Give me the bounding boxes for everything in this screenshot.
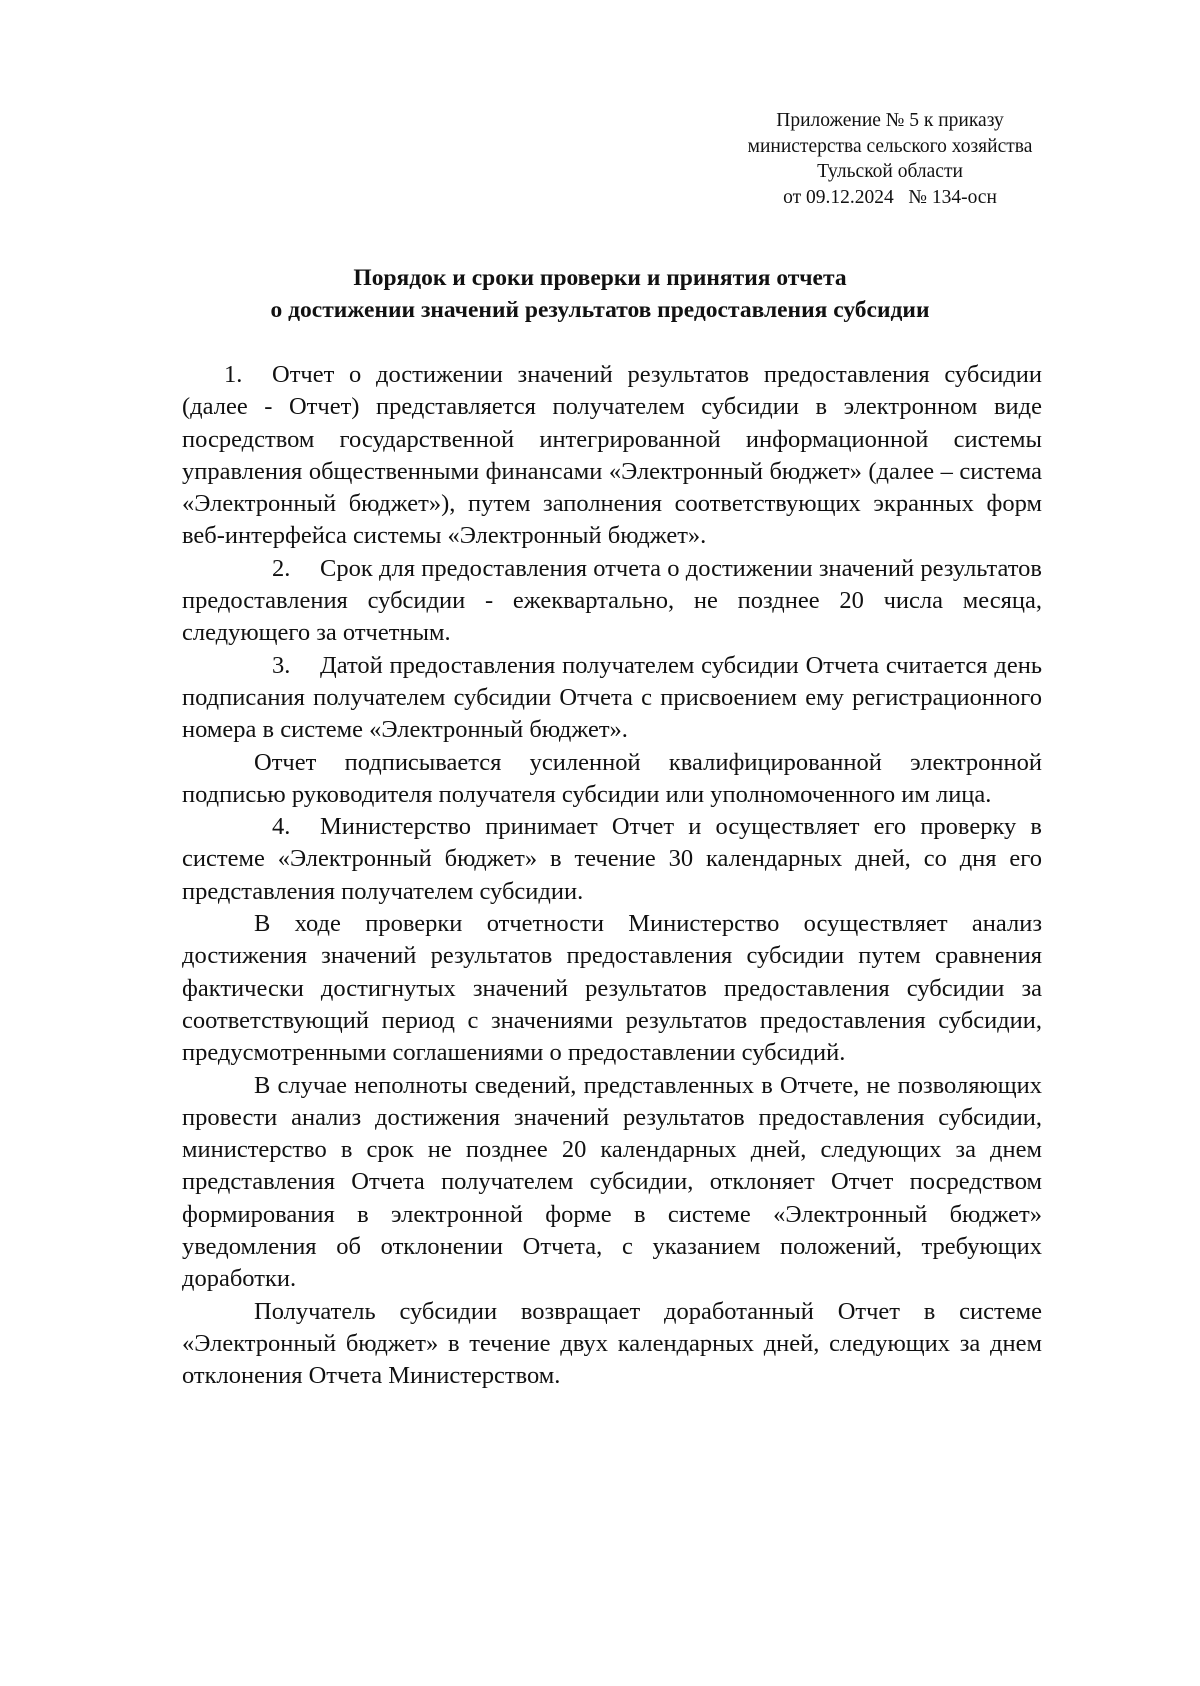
paragraph-resubmission: Получатель субсидии возвращает доработанный Отчет в системе «Электронный бюджет» в течение двух календарных дней, следующих за днем отклонения Отчета Министерством. [182,1297,1042,1390]
header-line-1: Приложение № 5 к приказу [776,110,1004,131]
paragraph-4 [182,811,1042,908]
header-line-2: министерства сельского хозяйства [747,135,1033,157]
appendix-header [690,108,1090,210]
paragraph-3-number: 3. [272,651,291,679]
paragraph-3 [182,650,1042,747]
paragraph-3-signature: Отчет подписывается усиленной квалифицированной электронной подписью руководителя получателя субсидии или уполномоченного им лица. [182,748,1042,808]
paragraph-4-text: Министерство принимает Отчет и осуществляет его проверку в системе «Электронный бюджет» в течение 30 календарных дней, со дня его представления получателем субсидии. [182,813,1042,905]
title-line-1: Порядок и сроки проверки и принятия отчета [353,265,847,291]
paragraph-analysis: В ходе проверки отчетности Министерство осуществляет анализ достижения значений результатов предоставления субсидии путем сравнения фактически достигнутых значений результатов предоставления субсидии за соответствующий период с значениями результатов предоставления субсидии, предусмотренными соглашениями о предоставлении субсидий. [182,910,1042,1067]
title-line-2: о достижении значений результатов предоставления субсидии [270,297,930,323]
document-title [150,262,1050,326]
paragraph-4-number: 4. [272,813,291,841]
paragraph-1-text: Отчет о достижении значений результатов предоставления субсидии (далее - Отчет) представляется получателем субсидии в электронном виде посредством государственной интегрированной информационной системы управления общественными финансами «Электронный бюджет» (далее – система «Электронный бюджет»), путем заполнения соответствующих экранных форм веб-интерфейса системы «Электронный бюджет». [182,361,1042,550]
document-body [182,359,1042,1393]
paragraph-1-number: 1. [224,361,243,388]
paragraph-3-text: Датой предоставления получателем субсидии Отчета считается день подписания получателем субсидии Отчета с присвоением ему регистрационного номера в системе «Электронный бюджет». [182,651,1042,744]
header-line-3: Тульской области [817,161,963,182]
paragraph-2-number: 2. [272,554,291,582]
paragraph-rejection: В случае неполноты сведений, представленных в Отчете, не позволяющих провести анализ достижения значений результатов предоставления субсидии, министерство в срок не позднее 20 календарных дней, следующих за днем представления Отчета получателем субсидии, отклоняет Отчет посредством формирования в электронной форме в системе «Электронный бюджет» уведомления об отклонении Отчета, с указанием положений, требующих доработки. [182,1071,1042,1293]
header-line-4: от 09.12.2024 № 134-осн [783,186,997,208]
paragraph-2 [182,553,1042,650]
paragraph-2-text: Срок для предоставления отчета о достижении значений результатов предоставления субсидии - ежеквартально, не позднее 20 числа месяца, следующего за отчетным. [182,554,1042,647]
paragraph-1 [182,359,1042,553]
